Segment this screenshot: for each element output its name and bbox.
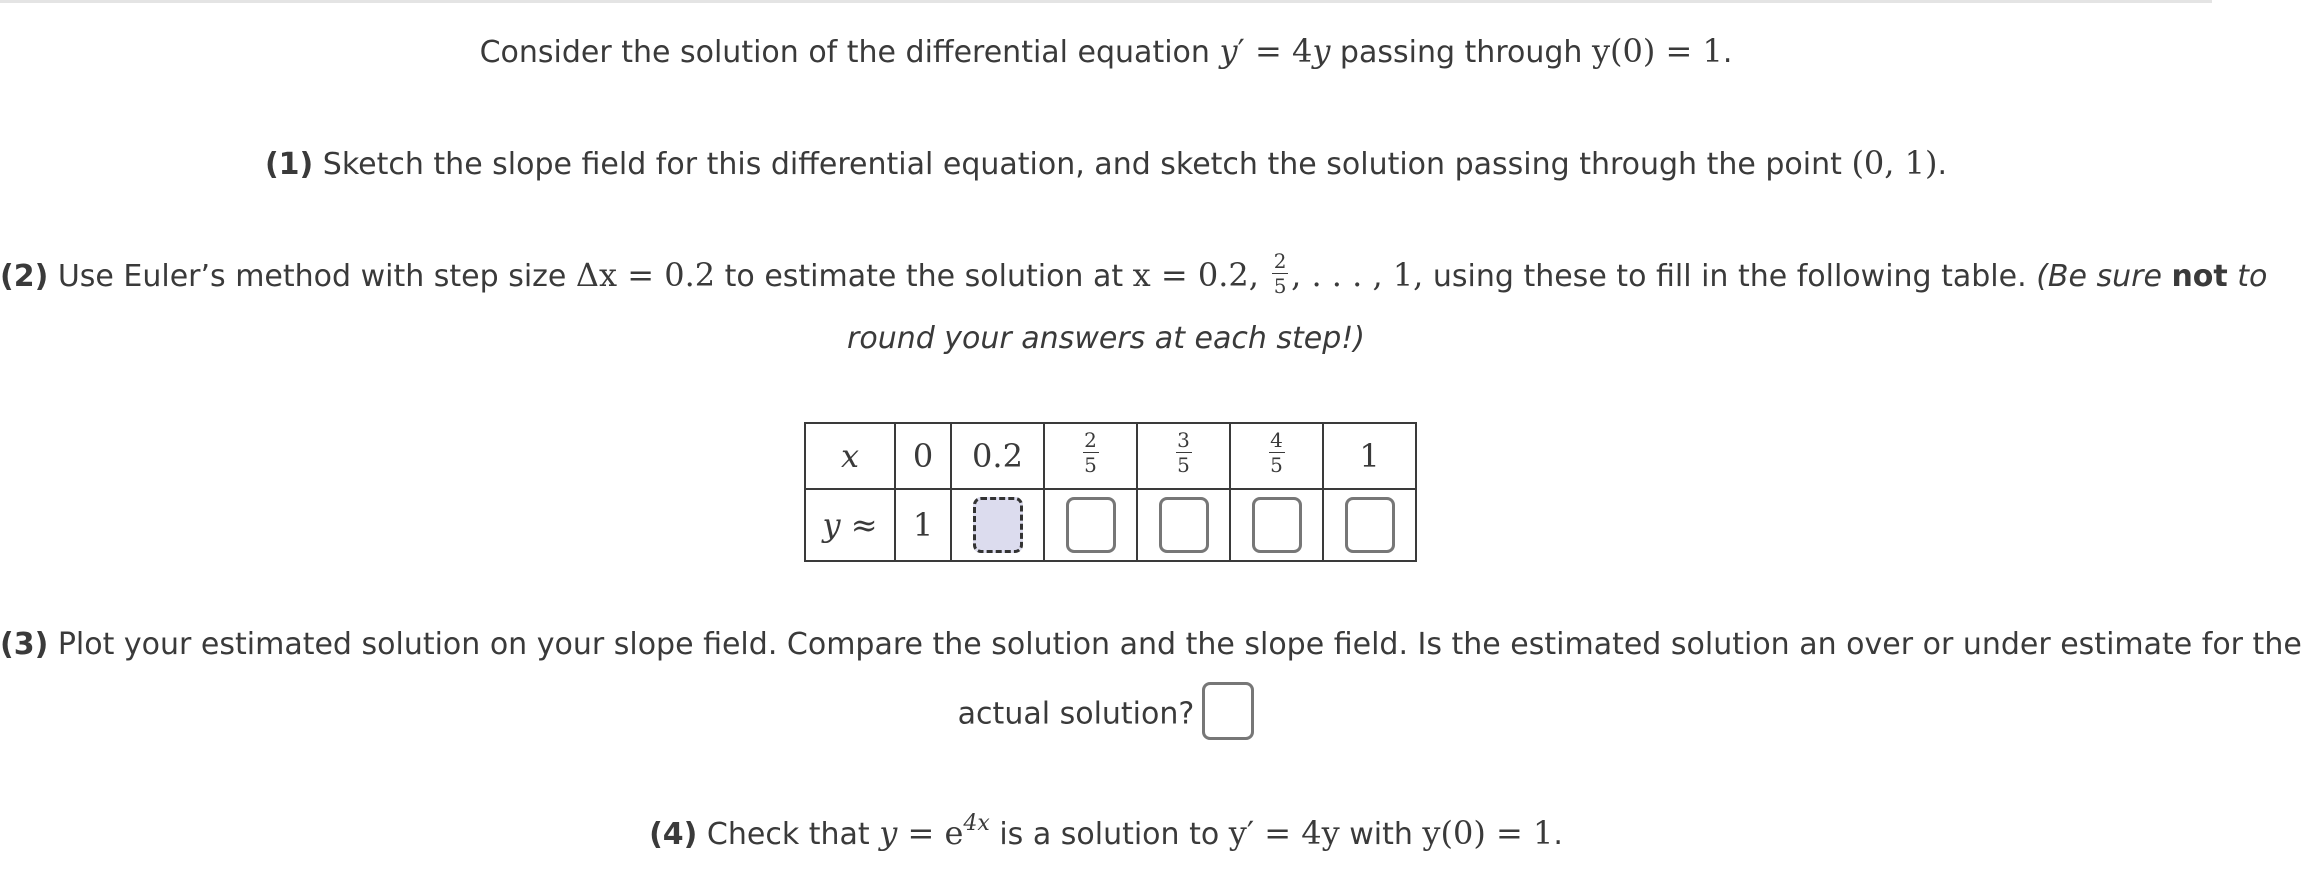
intro-text: [0, 30, 2212, 74]
table-y-cell-2-5: [1044, 489, 1137, 561]
table-x-4-5: [1230, 423, 1323, 489]
frac-den: 5: [1270, 452, 1283, 477]
part4-sol-eq: = e: [897, 814, 964, 852]
part2-x-values: x = 0.2,: [1132, 256, 1270, 294]
intro-eq-y: y: [1219, 32, 1238, 70]
part1-body: Sketch the slope field for this differential equation, and sketch the solution passing through the point: [313, 147, 1852, 182]
part1-text: [0, 142, 2212, 186]
intro-equation: [1219, 32, 1330, 70]
table-frac-2-5: [1083, 427, 1099, 477]
part4-equation: y′ = 4y: [1228, 814, 1340, 852]
answer-input-y-2-5[interactable]: [1066, 497, 1116, 553]
table-row-x: [805, 423, 1416, 489]
intro-eq-prime: ′: [1237, 32, 1245, 70]
part2-note-bold: not: [2171, 259, 2228, 294]
table-y-cell-3-5: [1137, 489, 1230, 561]
part2-note-line2: round your answers at each step!): [847, 321, 1365, 356]
table-y-0: 1: [895, 489, 951, 561]
part3-number: (3): [0, 627, 49, 662]
part2-number: (2): [0, 259, 49, 294]
table-y-cell-4-5: [1230, 489, 1323, 561]
intro-end: .: [1722, 35, 1733, 70]
table-x-2-5: [1044, 423, 1137, 489]
part4-number: (4): [649, 817, 698, 852]
part3-question: actual solution?: [957, 696, 1195, 732]
answer-input-y-0.2[interactable]: [973, 497, 1023, 553]
part2-text: [0, 249, 2268, 300]
intro-lead: Consider the solution of the differential equation: [479, 35, 1220, 70]
part3-line2: [0, 686, 2212, 744]
frac-den: 5: [1084, 452, 1097, 477]
frac-num: 2: [1084, 427, 1097, 452]
intro-initial-condition: y(0) = 1: [1591, 32, 1723, 70]
part2-frac-den: 5: [1273, 274, 1287, 298]
intro-eq-y2: y: [1312, 32, 1331, 70]
intro-eq-rest: = 4: [1244, 32, 1313, 70]
part4-end: .: [1553, 817, 1563, 852]
table-row-label-y: [805, 489, 895, 561]
part4-sol-y: y: [879, 814, 898, 852]
intro-middle: passing through: [1330, 35, 1592, 70]
part3-answer-input[interactable]: [1202, 682, 1254, 740]
part4-body3: with: [1339, 817, 1423, 852]
part4-initial-condition: y(0) = 1: [1422, 814, 1554, 852]
frac-num: 4: [1270, 427, 1283, 452]
table-row-y: [805, 489, 1416, 561]
part2-fraction: [1272, 251, 1288, 296]
table-x-0: 0: [895, 423, 951, 489]
answer-input-y-3-5[interactable]: [1159, 497, 1209, 553]
top-divider: [0, 0, 2212, 3]
table-frac-3-5: [1176, 427, 1192, 477]
part2-body3: using these to fill in the following table.: [1423, 259, 2037, 294]
part4-body1: Check that: [697, 817, 880, 852]
frac-den: 5: [1177, 452, 1190, 477]
part4-text: [0, 803, 2212, 856]
table-x-3-5: [1137, 423, 1230, 489]
part2-body1: Use Euler’s method with step size: [48, 259, 576, 294]
part2-note2: to: [2227, 259, 2268, 294]
part3-body: Plot your estimated solution on your slope field. Compare the solution and the slope field. Is the estimated solution an over or under estimate for the: [48, 627, 2302, 662]
part2-step-size: Δx = 0.2: [575, 256, 716, 294]
table-y-cell-0.2: [951, 489, 1044, 561]
part4-sol-exponent: 4x: [963, 811, 990, 836]
part2-note1: (Be sure: [2036, 259, 2172, 294]
part2-frac-num: 2: [1273, 249, 1287, 273]
part2-body2: to estimate the solution at: [715, 259, 1133, 294]
table-header-x: x: [805, 423, 895, 489]
answer-input-y-4-5[interactable]: [1252, 497, 1302, 553]
table-x-0.2: 0.2: [951, 423, 1044, 489]
table-x-1: 1: [1323, 423, 1416, 489]
part4-body2: is a solution to: [989, 817, 1229, 852]
euler-table: [804, 422, 1417, 562]
part4-solution: [879, 811, 990, 852]
table-y-cell-1: [1323, 489, 1416, 561]
part2-x-rest: , . . . , 1,: [1291, 256, 1424, 294]
part3-text: [0, 624, 2302, 666]
part1-number: (1): [264, 147, 314, 182]
answer-input-y-1[interactable]: [1345, 497, 1395, 553]
frac-num: 3: [1177, 427, 1190, 452]
row-label-text: y ≈: [822, 506, 878, 544]
part1-point: (0, 1): [1851, 144, 1938, 182]
part1-end: .: [1937, 147, 1948, 182]
table-frac-4-5: [1269, 427, 1285, 477]
